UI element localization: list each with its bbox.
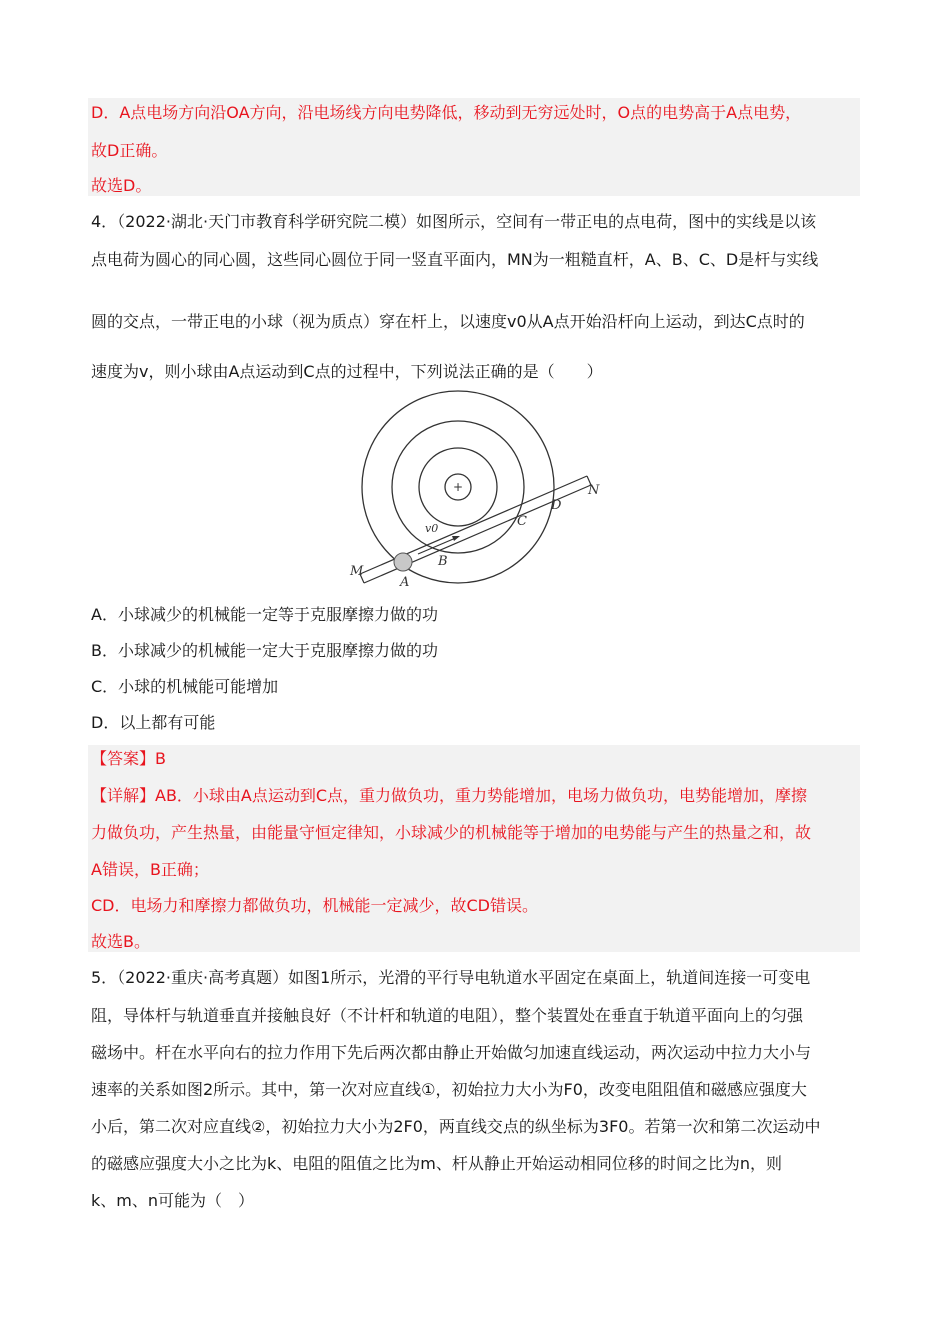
q5-stem-line-4: 速率的关系如图2所示。其中，第一次对应直线①，初始拉力大小为F0，改变电阻阻值和磁感应强度大	[91, 1080, 807, 1099]
q5-stem-line-6: 的磁感应强度大小之比为k、电阻的阻值之比为m、杆从静止开始运动相同位移的时间之比为n，则	[91, 1154, 782, 1173]
q4-option-a: A．小球减少的机械能一定等于克服摩擦力做的功	[91, 605, 438, 624]
label-d: D	[551, 498, 562, 513]
q4-explain-line-1: 【详解】AB．小球由A点运动到C点，重力做负功，重力势能增加，电场力做负功，电势能增加，摩擦	[91, 786, 808, 805]
q4-answer-block	[88, 745, 860, 952]
velocity-arrow	[418, 536, 460, 554]
q4-explain-line-3: A错误，B正确；	[91, 860, 209, 879]
q4-stem-line-1: 4．（2022·湖北·天门市教育科学研究院二模）如图所示，空间有一带正电的点电荷，图中的实线是以该	[91, 212, 817, 231]
q4-option-d: D．以上都有可能	[91, 713, 216, 732]
center-plus-sign: +	[452, 480, 464, 494]
q4-stem-line-3: 圆的交点，一带正电的小球（视为质点）穿在杆上，以速度v0从A点开始沿杆向上运动，到达C点时的	[91, 312, 805, 331]
label-n: N	[588, 483, 600, 498]
concentric-circles-figure	[340, 382, 630, 596]
label-b: B	[438, 554, 448, 569]
q5-stem-line-7: k、m、n可能为（ ）	[91, 1191, 254, 1210]
q4-explain-line-5: 故选B。	[91, 932, 150, 951]
q4-stem-line-2: 点电荷为圆心的同心圆，这些同心圆位于同一竖直平面内，MN为一粗糙直杆，A、B、C、D是杆与实线	[91, 250, 819, 269]
q4-explain-line-4: CD．电场力和摩擦力都做负功，机械能一定减少，故CD错误。	[91, 896, 538, 915]
ball	[394, 553, 412, 571]
q4-explain-line-2: 力做负功，产生热量，由能量守恒定律知，小球减少的机械能等于增加的电势能与产生的热量之和，故	[91, 823, 812, 842]
q4-answer: 【答案】B	[91, 749, 166, 768]
prev-answer-line-2: 故D正确。	[91, 141, 168, 160]
label-m: M	[350, 564, 364, 579]
label-a: A	[400, 575, 410, 590]
rod-mn	[360, 476, 591, 583]
q5-stem-line-3: 磁场中。杆在水平向右的拉力作用下先后两次都由静止开始做匀加速直线运动，两次运动中拉力大小与	[91, 1043, 812, 1062]
q4-stem-line-4: 速度为v，则小球由A点运动到C点的过程中，下列说法正确的是（ ）	[91, 362, 603, 381]
q5-stem-line-2: 阻，导体杆与轨道垂直并接触良好（不计杆和轨道的电阻），整个装置处在垂直于轨道平面向上的匀强	[91, 1006, 804, 1025]
prev-answer-line-1: D．A点电场方向沿OA方向，沿电场线方向电势降低，移动到无穷远处时，O点的电势高于A点电势，	[91, 103, 802, 122]
q5-stem-line-1: 5．（2022·重庆·高考真题）如图1所示，光滑的平行导电轨道水平固定在桌面上，轨道间连接一可变电	[91, 968, 811, 987]
label-c: C	[517, 514, 527, 529]
q4-option-c: C．小球的机械能可能增加	[91, 677, 279, 696]
q5-stem-line-5: 小后，第二次对应直线②，初始拉力大小为2F0，两直线交点的纵坐标为3F0。若第一次和第二次运动中	[91, 1117, 821, 1136]
prev-answer-line-3: 故选D。	[91, 176, 152, 195]
label-v0: v0	[425, 522, 439, 535]
q4-option-b: B．小球减少的机械能一定大于克服摩擦力做的功	[91, 641, 438, 660]
